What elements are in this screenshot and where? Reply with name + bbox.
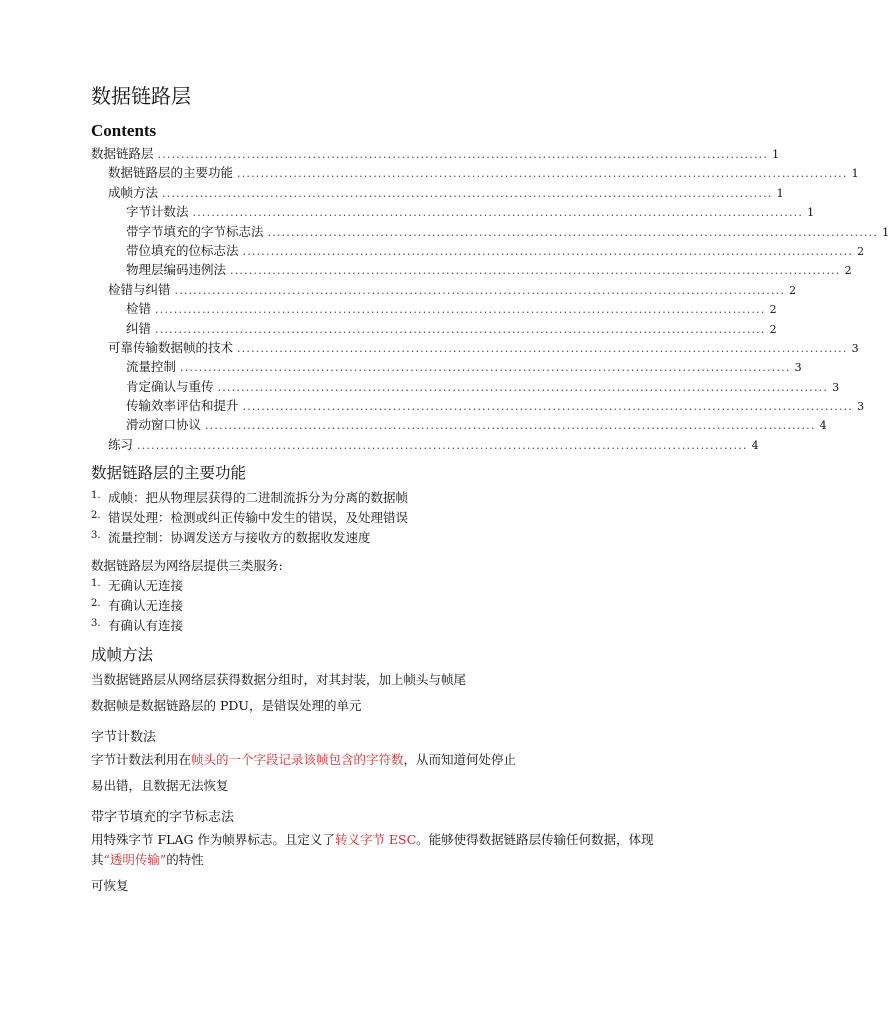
toc-entry[interactable]	[91, 396, 865, 415]
text-run: 的特性	[166, 852, 204, 867]
list-item-text: 成帧：把从物理层获得的二进制流拆分为分离的数据帧	[108, 490, 409, 505]
toc-dot-leader: ..................................................................................................................................	[217, 380, 829, 394]
highlighted-text: 转义字节 ESC	[334, 832, 417, 847]
toc-entry[interactable]	[91, 435, 759, 454]
list-item-text: 流量控制：协调发送方与接收方的数据收发速度	[108, 530, 371, 545]
toc-entry[interactable]	[91, 144, 780, 163]
toc-dot-leader: ..................................................................................................................................	[237, 341, 848, 355]
toc-dot-leader: ..................................................................................................................................	[267, 225, 879, 239]
toc-page-number: 4	[751, 438, 759, 452]
toc-dot-leader: ..................................................................................................................................	[242, 244, 854, 258]
text-run: 用特殊字节 FLAG 作为帧界标志。且定义了	[91, 832, 335, 847]
toc-entry-label: 滑动窗口协议	[126, 417, 202, 433]
toc-dot-leader: ..................................................................................................................................	[162, 186, 773, 200]
toc-entry[interactable]	[91, 280, 797, 299]
list-item	[91, 508, 681, 528]
list-item	[91, 616, 681, 636]
toc-dot-leader: ..................................................................................................................................	[237, 167, 848, 181]
text-run: ，从而知道何处停止	[403, 752, 517, 767]
toc-entry[interactable]	[91, 319, 777, 338]
paragraph	[91, 830, 681, 870]
toc-entry[interactable]	[91, 357, 802, 376]
toc-entry[interactable]	[91, 338, 859, 357]
toc-dot-leader: ..................................................................................................................................	[230, 264, 841, 278]
toc-entry[interactable]	[91, 415, 827, 434]
list-number: 1.	[91, 578, 101, 589]
list-item-text: 有确认无连接	[108, 598, 184, 613]
toc-dot-leader: ..................................................................................................................................	[157, 148, 769, 161]
paragraph: 当数据链路层从网络层获得数据分组时，对其封装，加上帧头与帧尾	[91, 672, 467, 687]
list-item-text: 错误处理：检测或纠正传输中发生的错误，及处理错误	[108, 510, 409, 525]
toc-entry[interactable]	[91, 241, 865, 260]
toc-page-number: 1	[772, 148, 780, 161]
paragraph: 数据帧是数据链路层的 PDU，是错误处理的单元	[91, 698, 362, 713]
toc-entry-label: 练习	[108, 436, 134, 452]
toc-entry-label: 流量控制	[126, 359, 177, 375]
toc-entry[interactable]	[91, 377, 840, 396]
toc-entry-label: 物理层编码违例法	[126, 262, 227, 278]
toc-page-number: 2	[769, 303, 777, 317]
toc-entry[interactable]	[91, 202, 815, 221]
list-item-text: 有确认有连接	[108, 618, 184, 633]
section-heading-byte-count: 字节计数法	[91, 730, 157, 745]
toc-dot-leader: ..................................................................................................................................	[155, 322, 766, 336]
document-body	[91, 462, 681, 902]
toc-dot-leader: ..................................................................................................................................	[137, 438, 748, 452]
toc-entry-label: 数据链路层的主要功能	[108, 165, 234, 181]
toc-entry[interactable]	[91, 299, 777, 318]
toc-entry-label: 肯定确认与重传	[126, 378, 214, 394]
toc-dot-leader: ..................................................................................................................................	[174, 283, 786, 297]
toc-page-number: 3	[851, 341, 859, 355]
list-item	[91, 576, 681, 596]
toc-page-number: 2	[844, 264, 852, 278]
toc-dot-leader: ..................................................................................................................................	[205, 419, 816, 433]
highlighted-text: “透明传输”	[103, 852, 167, 867]
toc-entry-label: 纠错	[126, 320, 152, 336]
list-number: 1.	[91, 490, 101, 501]
highlighted-text: 帧头的一个字段记录该帧包含的字符数	[191, 752, 404, 767]
table-of-contents	[91, 144, 889, 454]
list-number: 3.	[91, 618, 101, 629]
list-item	[91, 528, 681, 548]
toc-entry-label: 传输效率评估和提升	[126, 398, 239, 414]
toc-heading: Contents	[91, 121, 157, 140]
toc-page-number: 1	[807, 206, 815, 220]
toc-page-number: 3	[794, 361, 802, 375]
toc-page-number: 2	[857, 244, 865, 258]
toc-page-number: 1	[882, 225, 889, 239]
toc-entry-label: 字节计数法	[126, 204, 189, 220]
toc-entry-label: 检错	[126, 301, 152, 317]
list-item	[91, 488, 681, 508]
toc-entry-label: 可靠传输数据帧的技术	[108, 339, 234, 355]
toc-dot-leader: ..................................................................................................................................	[242, 400, 854, 414]
toc-entry-label: 带位填充的位标志法	[126, 242, 239, 258]
paragraph: 易出错，且数据无法恢复	[91, 778, 229, 793]
toc-entry[interactable]	[91, 163, 859, 182]
text-run: 字节计数法利用在	[91, 752, 192, 767]
list-item	[91, 596, 681, 616]
toc-page-number: 1	[851, 167, 859, 181]
toc-page-number: 3	[832, 380, 840, 394]
list-number: 2.	[91, 510, 101, 521]
section-heading-framing: 成帧方法	[91, 646, 154, 664]
toc-entry[interactable]	[91, 222, 889, 241]
toc-dot-leader: ..................................................................................................................................	[155, 303, 766, 317]
toc-entry-label: 数据链路层	[91, 146, 154, 161]
services-intro: 数据链路层为网络层提供三类服务:	[91, 558, 283, 573]
toc-dot-leader: ..................................................................................................................................	[180, 361, 791, 375]
list-number: 2.	[91, 598, 101, 609]
services-list	[91, 576, 681, 636]
toc-page-number: 3	[857, 400, 865, 414]
toc-page-number: 4	[819, 419, 827, 433]
toc-entry-label: 带字节填充的字节标志法	[126, 223, 264, 239]
paragraph	[91, 750, 681, 770]
toc-page-number: 2	[789, 283, 797, 297]
list-item-text: 无确认无连接	[108, 578, 184, 593]
document-title: 数据链路层	[91, 84, 191, 108]
section-heading-main-functions: 数据链路层的主要功能	[91, 464, 247, 482]
toc-page-number: 2	[769, 322, 777, 336]
paragraph: 可恢复	[91, 878, 129, 893]
toc-dot-leader: ..................................................................................................................................	[192, 206, 804, 220]
toc-page-number: 1	[776, 186, 784, 200]
toc-entry-label: 成帧方法	[108, 184, 159, 200]
section-heading-byte-stuffing: 带字节填充的字节标志法	[91, 810, 235, 825]
toc-entry-label: 检错与纠错	[108, 281, 171, 297]
text-run: 。能够使得数据链路层传输任何数据，体现其	[91, 832, 654, 867]
toc-entry[interactable]	[91, 183, 784, 202]
list-number: 3.	[91, 530, 101, 541]
toc-entry[interactable]	[91, 260, 852, 279]
functions-list	[91, 488, 681, 548]
